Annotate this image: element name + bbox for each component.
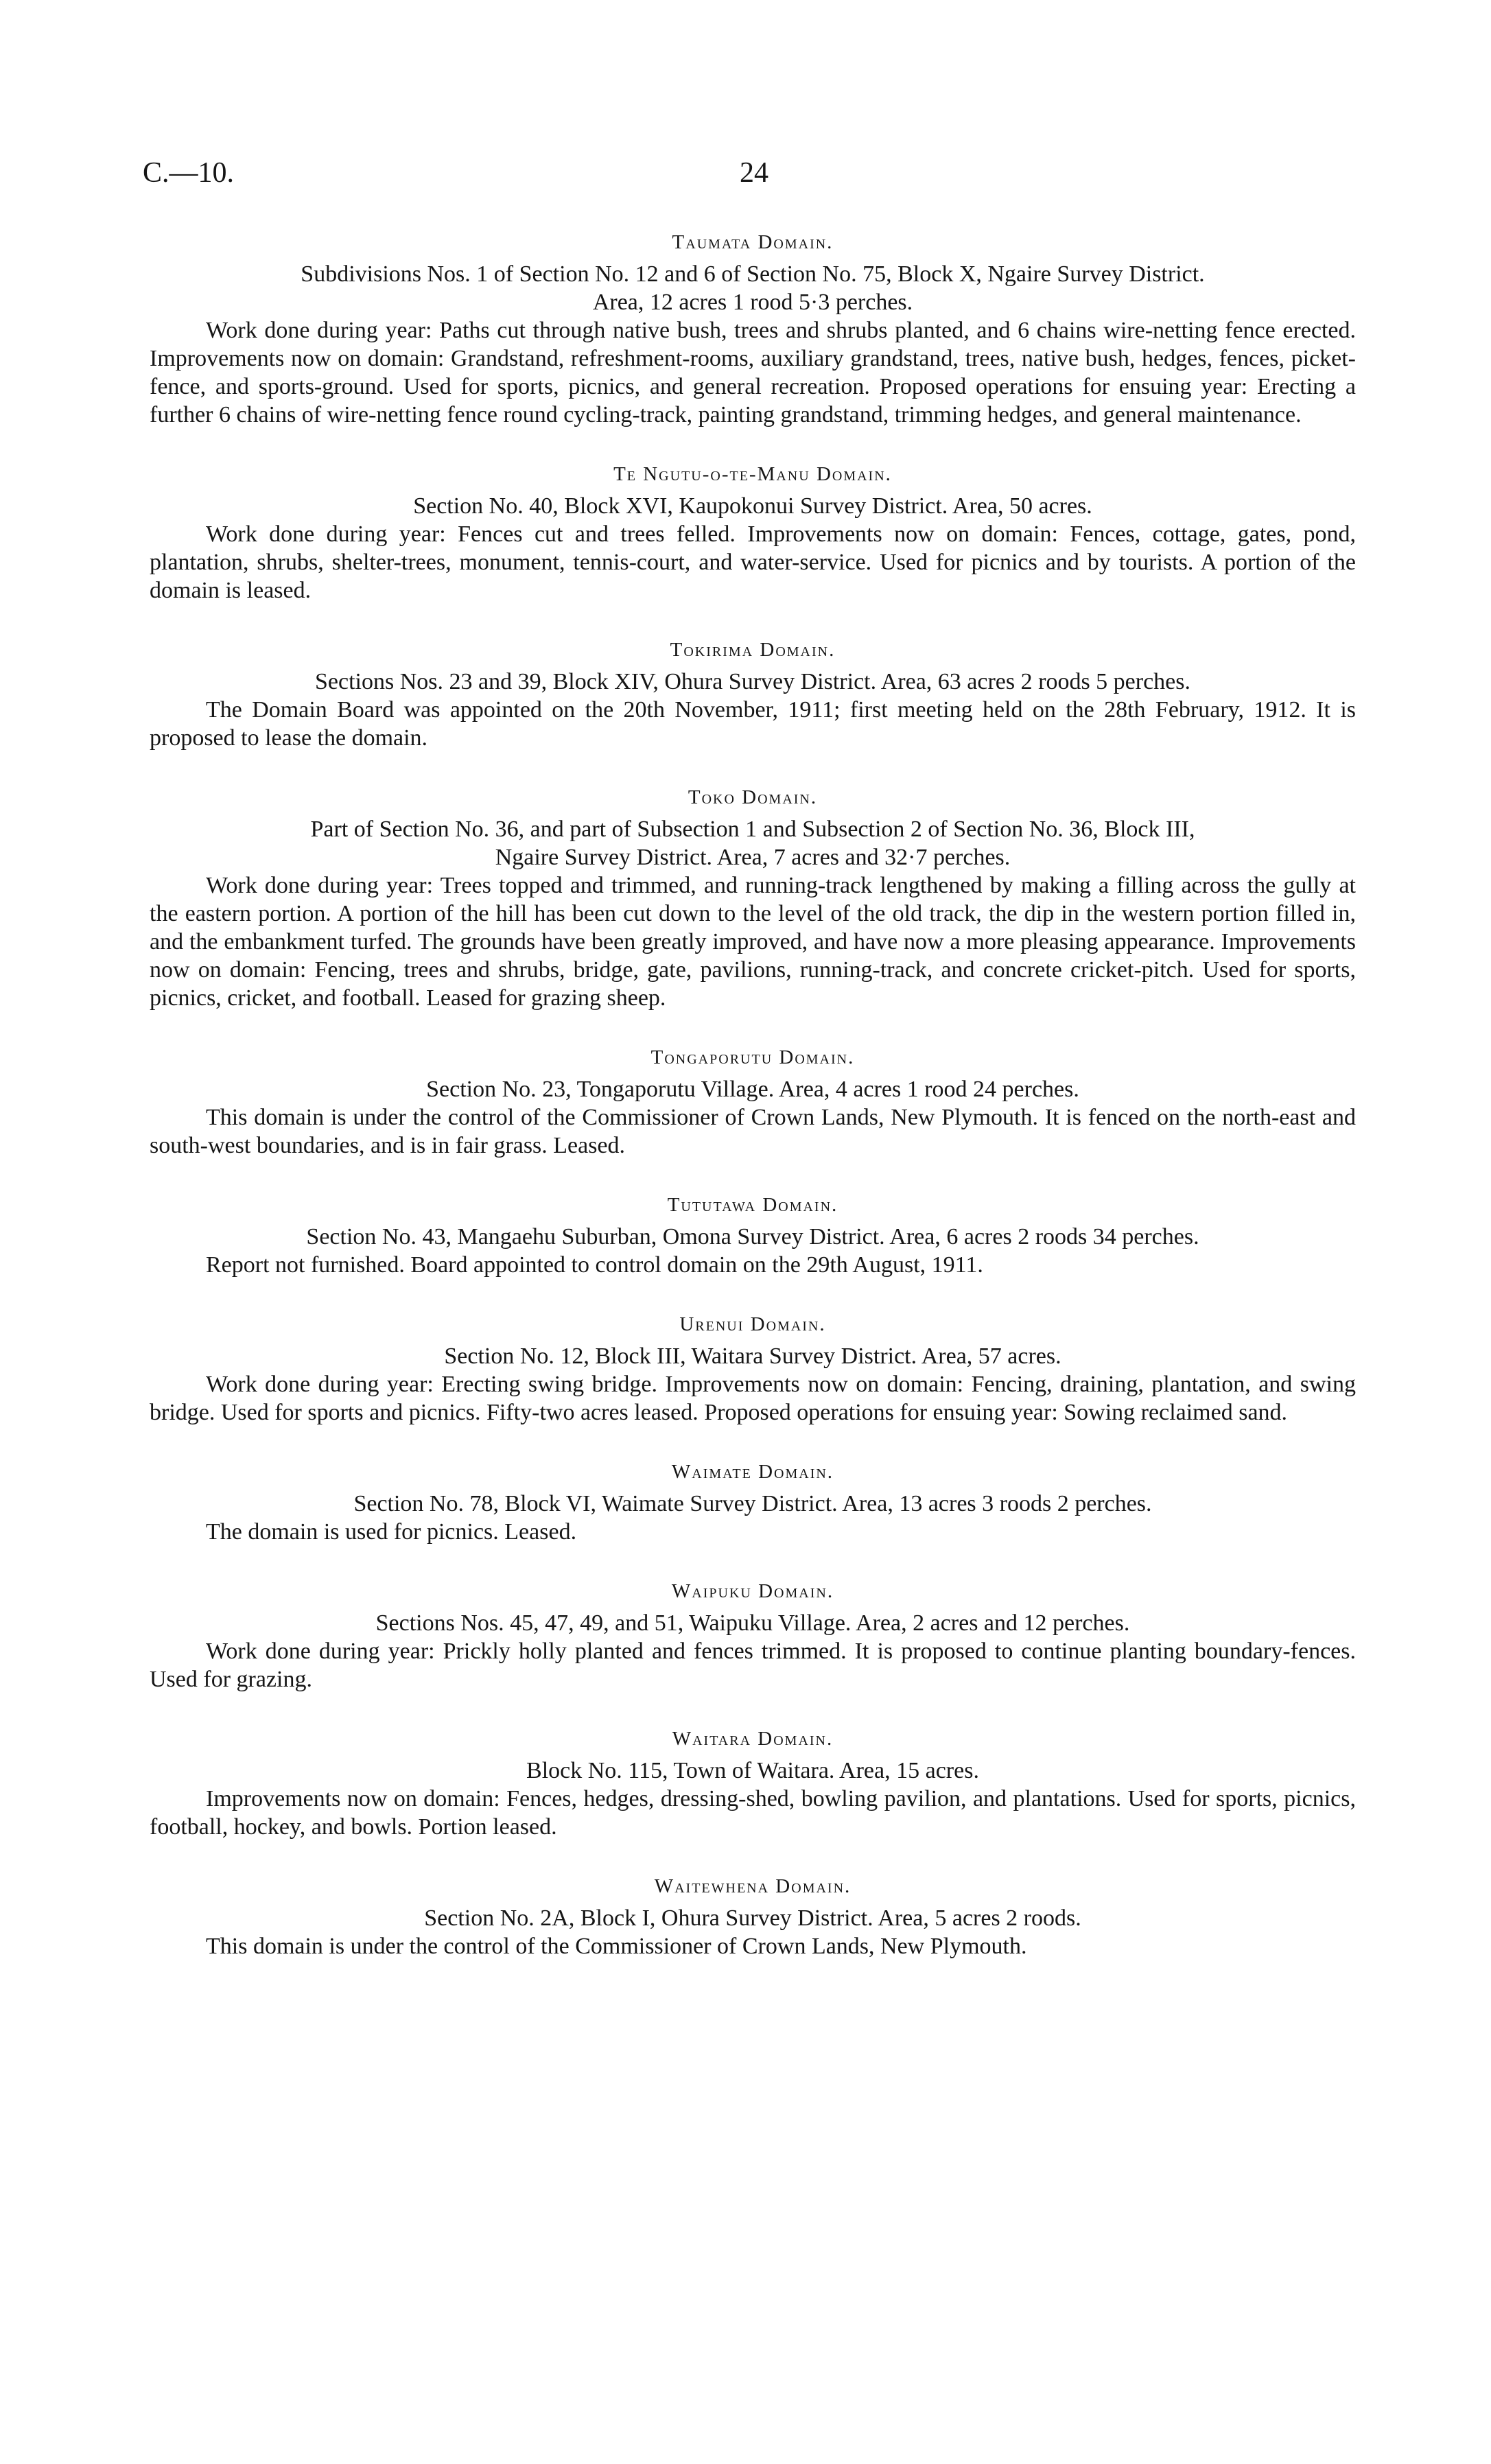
document-reference: C.—10. <box>143 157 235 189</box>
section-location: Block No. 115, Town of Waitara. Area, 15 acres. <box>526 1758 979 1783</box>
section-location: Section No. 23, Tongaporutu Village. Area, 4 acres 1 rood 24 perches. <box>426 1077 1079 1102</box>
section-te-ngutu-o-te-manu-domain <box>150 458 1356 605</box>
section-waipuku-domain <box>150 1575 1356 1693</box>
section-tokirima-domain <box>150 634 1356 752</box>
section-area: Ngaire Survey District. Area, 7 acres and 32·7 perches. <box>495 845 1011 870</box>
section-location: Section No. 2A, Block I, Ohura Survey District. Area, 5 acres 2 roods. <box>424 1905 1081 1931</box>
section-title: Toko Domain. <box>688 786 818 808</box>
section-paragraph: Report not furnished. Board appointed to control domain on the 29th August, 1911. <box>206 1252 983 1278</box>
section-title: Waipuku Domain. <box>671 1580 834 1602</box>
section-paragraph: This domain is under the control of the Commissioner of Crown Lands, New Plymouth. <box>206 1934 1027 1959</box>
section-location: Part of Section No. 36, and part of Subsection 1 and Subsection 2 of Section No. 36, Block III, <box>310 817 1195 842</box>
section-paragraph: Work done during year: Fences cut and trees felled. Improvements now on domain: Fences, cottage, gates, pond, plantation, shrubs, shelter-trees, monument, tennis-court, and water-service. Used for picnics and by tourists. A portion of the domain is leased. <box>150 521 1356 603</box>
section-toko-domain <box>150 782 1356 1012</box>
section-title: Tongaporutu Domain. <box>650 1046 855 1068</box>
section-title: Taumata Domain. <box>672 231 834 253</box>
section-location: Subdivisions Nos. 1 of Section No. 12 and 6 of Section No. 75, Block X, Ngaire Survey District. <box>301 261 1205 287</box>
section-title: Tututawa Domain. <box>667 1194 838 1216</box>
section-title: Waimate Domain. <box>671 1461 834 1483</box>
section-location: Sections Nos. 45, 47, 49, and 51, Waipuku Village. Area, 2 acres and 12 perches. <box>375 1610 1130 1636</box>
section-urenui-domain <box>150 1309 1356 1427</box>
section-paragraph: Work done during year: Trees topped and trimmed, and running-track lengthened by making a filling across the gully at the eastern portion. A portion of the hill has been cut down to the level of the old track, the dip in the western portion filled in, and the embankment turfed. The grounds have been greatly improved, and have now a more pleasing appearance. Improvements now on domain: Fencing, trees and shrubs, bridge, gate, pavilions, running-track, and concrete cricket-pitch. Used for sports, picnics, cricket, and football. Leased for grazing sheep. <box>150 873 1356 1011</box>
section-area: Area, 12 acres 1 rood 5·3 perches. <box>592 290 913 315</box>
section-location: Section No. 43, Mangaehu Suburban, Omona Survey District. Area, 6 acres 2 roods 34 perches. <box>306 1224 1199 1249</box>
section-waitewhena-domain <box>150 1870 1356 1960</box>
section-taumata-domain <box>150 226 1356 429</box>
section-paragraph: Improvements now on domain: Fences, hedges, dressing-shed, bowling pavilion, and plantations. Used for sports, picnics, football, hockey, and bowls. Portion leased. <box>150 1786 1356 1840</box>
section-location: Section No. 78, Block VI, Waimate Survey District. Area, 13 acres 3 roods 2 perches. <box>353 1491 1152 1516</box>
page-body <box>150 226 1356 1990</box>
section-waimate-domain <box>150 1456 1356 1546</box>
page-header <box>143 156 1357 204</box>
section-location: Section No. 40, Block XVI, Kaupokonui Survey District. Area, 50 acres. <box>413 493 1092 519</box>
section-paragraph: Work done during year: Erecting swing bridge. Improvements now on domain: Fencing, draining, plantation, and swing bridge. Used for sports and picnics. Fifty-two acres leased. Proposed operations for ensuing year: Sowing reclaimed sand. <box>150 1372 1356 1425</box>
section-title: Tokirima Domain. <box>670 639 836 661</box>
section-paragraph: This domain is under the control of the Commissioner of Crown Lands, New Plymouth. It is fenced on the north-east and south-west boundaries, and is in fair grass. Leased. <box>150 1105 1356 1158</box>
section-paragraph: Work done during year: Prickly holly planted and fences trimmed. It is proposed to continue planting boundary-fences. Used for grazing. <box>150 1639 1356 1692</box>
section-paragraph: The domain is used for picnics. Leased. <box>206 1519 577 1545</box>
section-waitara-domain <box>150 1723 1356 1841</box>
section-tongaporutu-domain <box>150 1042 1356 1160</box>
section-location: Sections Nos. 23 and 39, Block XIV, Ohura Survey District. Area, 63 acres 2 roods 5 perches. <box>314 669 1190 694</box>
section-location: Section No. 12, Block III, Waitara Survey District. Area, 57 acres. <box>444 1344 1061 1369</box>
section-title: Urenui Domain. <box>679 1313 826 1335</box>
section-paragraph: The Domain Board was appointed on the 20th November, 1911; first meeting held on the 28th February, 1912. It is proposed to lease the domain. <box>150 697 1356 751</box>
section-title: Te Ngutu-o-te-Manu Domain. <box>613 463 892 485</box>
section-title: Waitara Domain. <box>672 1728 834 1750</box>
section-tututawa-domain <box>150 1189 1356 1279</box>
page-number: 24 <box>740 157 768 189</box>
section-title: Waitewhena Domain. <box>654 1875 852 1897</box>
section-paragraph: Work done during year: Paths cut through native bush, trees and shrubs planted, and 6 chains wire-netting fence erected. Improvements now on domain: Grandstand, refreshment-rooms, auxiliary grandstand, trees, native bush, hedges, fences, picket-fence, and sports-ground. Used for sports, picnics, and general recreation. Proposed operations for ensuing year: Erecting a further 6 chains of wire-netting fence round cycling-track, painting grandstand, trimming hedges, and general maintenance. <box>150 318 1356 427</box>
